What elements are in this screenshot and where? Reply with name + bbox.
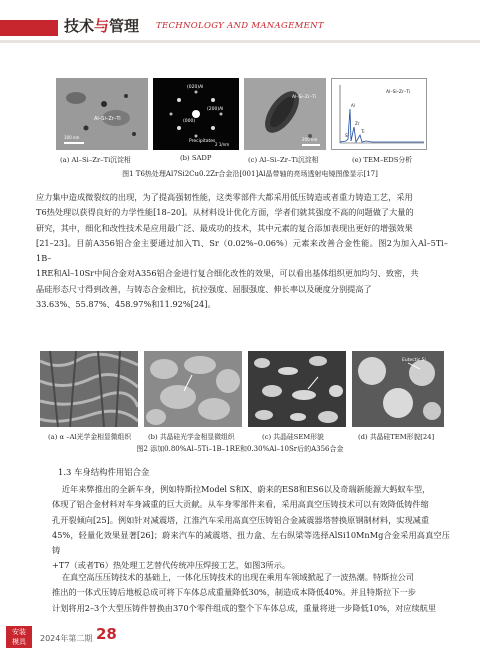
body-paragraph-1 bbox=[36, 190, 448, 312]
figure2-panel-d bbox=[352, 351, 444, 427]
figure2-panel-c bbox=[248, 351, 346, 427]
figure1-caption-e: (e) TEM–EDS分析 bbox=[352, 156, 413, 164]
p3-line-3: 计划将用2–3个大型压铸件替换由370个零件组成的整个下车体总成，重量将进一步降低10%，对应续航里 bbox=[52, 602, 437, 613]
p1-line-3: 研究，其中，细化和改性技术是应用最广泛、最成功的技术，其中元素的复合添加表现出更好的增强效果 bbox=[36, 222, 413, 233]
logo-line-2: 模具 bbox=[12, 638, 26, 646]
title-part-2: 与 bbox=[94, 17, 110, 35]
p1-line-4: [21–23]。目前A356铝合金主要通过加入Ti、Sr（0.02%–0.06%）元素来改善合金性能。图2为加入Al–5Ti–1B– bbox=[36, 237, 448, 264]
panel-b-label-3: (000) bbox=[183, 119, 196, 124]
panel-e-peak-si: Si bbox=[345, 133, 349, 138]
figure1-caption-a: (a) Al–Si–Zr–Ti沉淀相 bbox=[60, 156, 131, 164]
body-paragraph-2 bbox=[52, 482, 450, 574]
figure2-caption-d: (d) 共晶硅TEM形貌[24] bbox=[358, 433, 435, 441]
logo-line-1: 安装 bbox=[12, 628, 26, 636]
panel-c-scale: 200 nm bbox=[302, 137, 318, 142]
p2-line-3: 孔开裂倾向[25]。例如针对减震塔，江淮汽车采用高真空压铸铝合金减震器塔替换原钢制材料，实现减重 bbox=[52, 514, 430, 525]
section-heading: 1.3 车身结构件用铝合金 bbox=[58, 467, 150, 477]
panel-b-label-4: Precipitates bbox=[189, 139, 216, 144]
header-rule bbox=[0, 40, 480, 43]
body-paragraph-3 bbox=[52, 570, 450, 616]
figure1-panel-c bbox=[244, 78, 326, 150]
figure1-panel-a bbox=[56, 78, 148, 150]
panel-b-label-2: (200)Al bbox=[207, 107, 224, 112]
panel-c-label: Al–Si–Zr–Ti bbox=[292, 95, 316, 100]
figure1-caption-c: (c) Al–Si–Zr–Ti沉淀相 bbox=[248, 156, 319, 164]
p1-line-2: T6热处理以获得良好的力学性能[18–20]。从材料设计优化方面，学者们就其强度不高的问题做了大量的 bbox=[36, 207, 414, 218]
p3-line-2: 推出的一体式压铸后地板总成可将下车体总成重量降低30%，制造成本降低40%。并且特斯拉下一步 bbox=[52, 587, 416, 598]
figure2-caption-b: (b) 共晶硅光学金相显微组织 bbox=[148, 433, 235, 441]
p2-line-1: 近年来弊推出的全新车身，例如特斯拉Model S和X、蔚来的ES8和ES6以及奇瑞新能源大蚂蚁车型， bbox=[61, 484, 431, 494]
figure2-caption-a: (a) α –Al光学金相显微组织 bbox=[48, 433, 132, 441]
section-subtitle: TECHNOLOGY AND MANAGEMENT bbox=[156, 21, 324, 31]
p1-line-1: 应力集中造成微裂纹的出现，为了提高强韧性能，这类零部件大都采用低压铸造或者重力铸造工艺，采用 bbox=[36, 192, 413, 202]
p3-line-1: 在真空高压压铸技术的基础上，一体化压铸技术的出现在乘用车领域掀起了一波热潮。特斯拉公司 bbox=[61, 572, 414, 582]
title-part-3: 管理 bbox=[109, 17, 140, 35]
p1-line-5: 1RE和Al–10Sr中间合金对A356铝合金进行复合细化改性的效果，可以看出基体组织更加均匀、致密，共 bbox=[36, 268, 419, 279]
figure1-panel-b bbox=[153, 78, 239, 150]
figure2-panel-a bbox=[40, 351, 138, 427]
header-accent-bar bbox=[0, 20, 58, 36]
p2-line-5: +T7（或者T6）热处理工艺替代传统冲压焊接工艺，如图3所示。 bbox=[52, 560, 291, 571]
p1-line-7: 33.63%、55.87%、458.97%和11.92%[24]。 bbox=[36, 299, 216, 310]
p2-line-4: 45%，轻量化效果显著[26]；蔚来汽车的减震塔、扭力盒、左右纵梁等选择AlSi10MnMg合金采用高真空压铸 bbox=[52, 529, 450, 556]
panel-b-label-1: (020)Al bbox=[187, 85, 204, 90]
panel-b-scale: 2 1/nm bbox=[215, 142, 230, 147]
p2-line-2: 体现了铝合金材料对车身减重的巨大贡献。从车身零部件来看，采用高真空压铸技术可以有效降低铸件缩 bbox=[52, 499, 429, 510]
figure2-caption-c: (c) 共晶硅SEM形貌 bbox=[262, 433, 324, 441]
panel-e-peak-ti: Ti bbox=[361, 129, 365, 134]
panel-e-label: Al–Si–Zr–Ti bbox=[386, 90, 410, 95]
figure2-caption: 图2 添加0.80%Al–5Ti–1B–1RE和0.30%Al–10Sr后的A356合金 bbox=[136, 445, 344, 453]
figure2-panel-b bbox=[144, 351, 242, 427]
figure1-caption-b: (b) SADP bbox=[180, 154, 212, 162]
panel-a-label: Al–Si–Zr–Ti bbox=[94, 116, 121, 122]
p1-line-6: 晶硅形态尺寸得到改善，与铸态合金相比，抗拉强度、屈服强度、伸长率以及硬度分别提高了 bbox=[36, 283, 372, 294]
figure1-caption: 图1 T6热处理Al7Si2Cu0.2Zr合金沿[001]Al晶带轴的亮场透射电镜图像显示[17] bbox=[122, 170, 378, 178]
panel-e-peak-al: Al bbox=[351, 103, 355, 108]
figure1-panel-e bbox=[331, 78, 427, 150]
journal-logo bbox=[6, 626, 32, 648]
page-number: 28 bbox=[96, 625, 117, 643]
panel-e-peak-zr: Zr bbox=[355, 121, 360, 126]
panel-a-scale: 100 nm bbox=[64, 135, 80, 140]
title-part-1: 技术 bbox=[64, 17, 95, 35]
section-title bbox=[64, 15, 139, 36]
issue-label: 2024年第二期 bbox=[40, 634, 93, 643]
page-footer bbox=[0, 626, 480, 665]
page-header bbox=[0, 0, 480, 56]
panel-d-label: Eutectic Si bbox=[402, 358, 426, 363]
